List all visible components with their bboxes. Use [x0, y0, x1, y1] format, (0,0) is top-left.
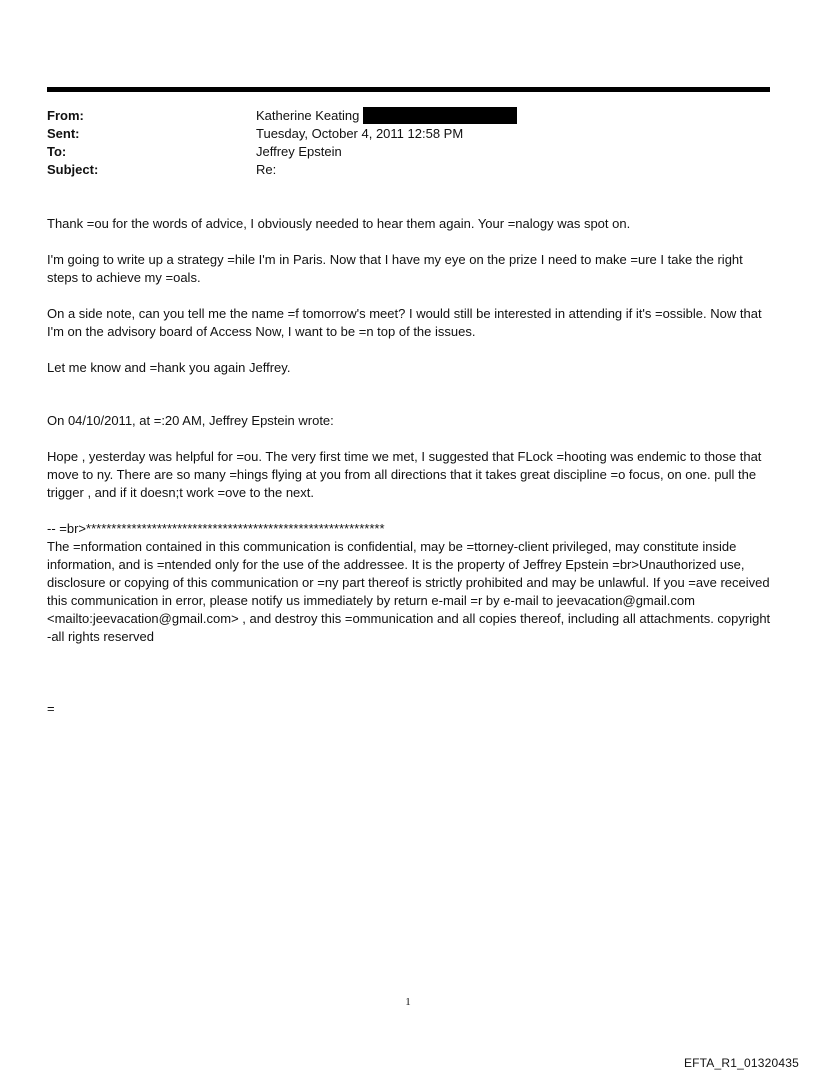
signature-line: -- =br>***********************************************************	[47, 521, 385, 536]
subject-value: Re:	[256, 162, 277, 177]
body-paragraph-3: On a side note, can you tell me the name =f tomorrow's meet? I would still be interested in attending if it's =ossible. Now that I'm on the advisory board of Access Now, I want to be =n top of the issues.	[47, 306, 762, 339]
from-value	[256, 107, 517, 125]
to-value: Jeffrey Epstein	[256, 144, 342, 159]
trailing-char: =	[47, 701, 55, 716]
disclaimer: The =nformation contained in this communication is confidential, may be =ttorney-client privileged, may constitute inside information, and is =ntended only for the use of the addressee. It is the property of Jeffrey Epstein =br>Unauthorized use, disclosure or copying of this communication or =ny part thereof is strictly prohibited and may be unlawful. If you =ave received this communication in error, please notify us immediately by return e-mail =r by e-mail to jeevacation@gmail.com <mailto:jeevacation@gmail.com> , and destroy this =ommunication and all copies thereof, including all attachments. copyright -all rights reserved	[47, 539, 771, 644]
sent-label: Sent:	[47, 126, 80, 141]
quoted-message: Hope , yesterday was helpful for =ou. The very first time we met, I suggested that FLock =hooting was endemic to those that move to ny. There are so many =hings flying at you from all directions that it takes great discipline =o focus, on one. pull the trigger , and if it doesn;t work =ove to the next.	[47, 449, 762, 500]
sent-value: Tuesday, October 4, 2011 12:58 PM	[256, 126, 464, 141]
subject-label: Subject:	[47, 162, 99, 177]
quote-intro: On 04/10/2011, at =:20 AM, Jeffrey Epstein wrote:	[47, 413, 334, 428]
from-name: Katherine Keating	[256, 108, 360, 123]
from-label: From:	[47, 108, 84, 123]
body-paragraph-2: I'm going to write up a strategy =hile I'm in Paris. Now that I have my eye on the prize I need to make =ure I take the right steps to achieve my =oals.	[47, 252, 743, 285]
page-number: 1	[405, 996, 411, 1008]
to-label: To:	[47, 144, 67, 159]
header-rule	[47, 87, 770, 92]
redaction-block	[363, 107, 517, 124]
body-paragraph-1: Thank =ou for the words of advice, I obviously needed to hear them again. Your =nalogy was spot on.	[47, 216, 631, 231]
document-id: EFTA_R1_01320435	[683, 1056, 799, 1070]
body-paragraph-4: Let me know and =hank you again Jeffrey.	[47, 360, 291, 375]
